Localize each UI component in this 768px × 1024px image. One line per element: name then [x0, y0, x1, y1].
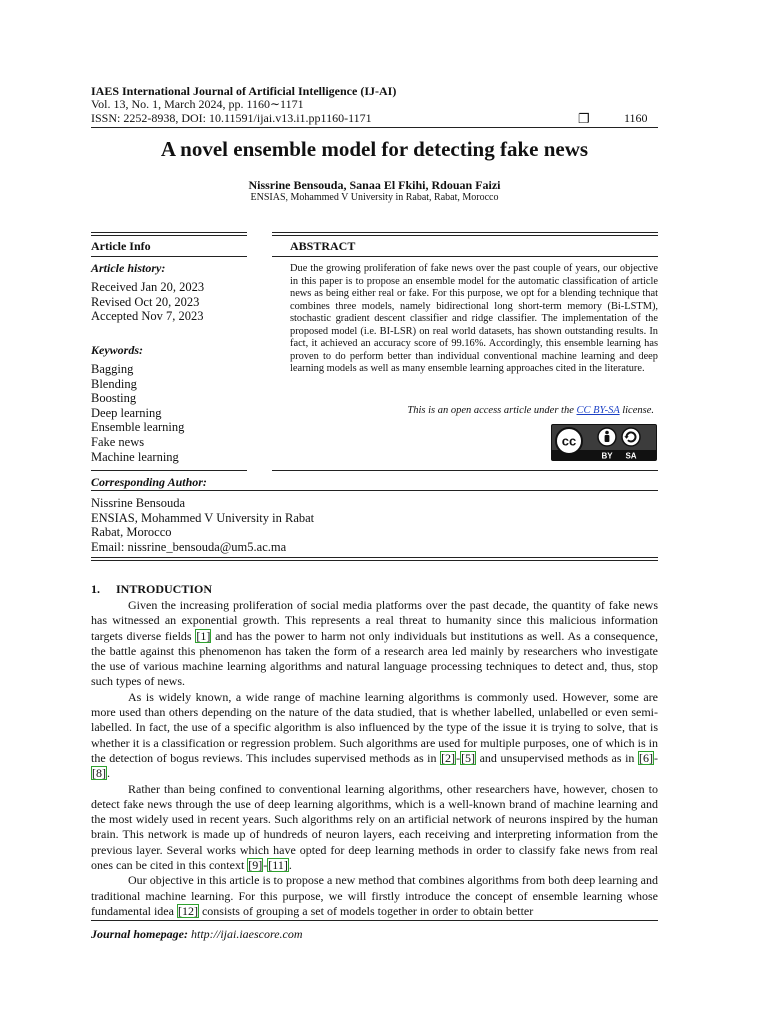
history-list [91, 280, 204, 324]
abstract-rule [272, 256, 658, 257]
license-suffix: license. [619, 405, 654, 416]
intro-paragraph-2: As is widely known, a wide range of machine learning algorithms is commonly used. However, some are more used than others depending on the nature of the data studied, that is whether labelled, unlabelled or even semi-labelled. In fact, the use of a specific algorithm is also influenced by the type of the issue it is trying to solve, that is whether it is a classification or regression problem. Such algorithms are used for multiple purposes, one of which is in the detection of bogus reviews. This includes supervised methods as in [2]-[5] and unsupervised methods as in [6]-[8]. [91, 689, 658, 781]
keyword-item: Boosting [91, 391, 137, 406]
intro-paragraph-4: Our objective in this article is to propose a new method that combines algorithms from both deep learning and traditional machine learning. For this purpose, we will firstly introduce the concept of ensemble learning whose fundamental idea [12] consists of grouping a set of models together in order to obtain better [91, 873, 658, 918]
history-accepted: Accepted Nov 7, 2023 [91, 309, 204, 324]
corresponding-location: Rabat, Morocco [91, 525, 172, 540]
corresponding-heading: Corresponding Author: [91, 475, 207, 489]
corresponding-rule [91, 490, 658, 491]
corresponding-name: Nissrine Bensouda [91, 496, 186, 510]
intro-heading [91, 582, 212, 597]
by-label: BY [601, 451, 613, 460]
keyword-item: Fake news [91, 434, 145, 449]
citation-link[interactable]: [8] [92, 766, 106, 781]
paper-title: A novel ensemble model for detecting fake news [160, 137, 589, 161]
intro-paragraph-3: Rather than being confined to conventional learning algorithms, other researchers have, however, chosen to detect fake news through the use of deep learning algorithms, which is a well-known brand of machine learning and the most widely used in recent years. Such algorithms rely on an artificial network of neurons inspired by the human brain. This network is made up of hundreds of neuron layers, each receiving and interpreting information from the previous layer. Several works which have opted for deep learning methods in order to classify fake news from real ones can be cited in this context [9]-[11]. [91, 781, 658, 873]
journal-volume: Vol. 13, No. 1, March 2024, pp. 1160∼1171 [91, 97, 304, 111]
info-top-rule [91, 232, 247, 233]
header-rule [91, 127, 658, 128]
keywords-bottom-rule [91, 470, 247, 471]
authors: Nissrine Bensouda, Sanaa El Fkihi, Rdouan Faizi [248, 178, 501, 192]
citation-link[interactable]: [12] [177, 903, 198, 918]
corresponding-email: Email: nissrine_bensouda@um5.ac.ma [91, 539, 287, 554]
info-top-rule-2 [91, 235, 247, 236]
citation-link[interactable]: [11] [268, 858, 288, 873]
section-rule-2 [91, 560, 658, 561]
journal-name: IAES International Journal of Artificial Intelligence (IJ-AI) [91, 84, 397, 98]
intro-title: INTRODUCTION [116, 582, 213, 596]
section-rule [91, 557, 658, 558]
intro-body [91, 598, 658, 919]
intro-paragraph-1: Given the increasing proliferation of social media platforms over the past decade, the quantity of fake news has witnessed an exponential growth. This represents a real threat to humanity since this malicious information targets diverse fields [1] and has the power to harm not only individuals but institutions as well. As a consequence, the battle against this phenomenon has taken the form of a research area led mainly by researchers who investigate the use of various machine learning algorithms and natural language processing techniques to detect and, thus, stop such types of news. [91, 598, 658, 689]
keyword-item: Machine learning [91, 449, 179, 464]
abstract-top-rule-2 [272, 235, 658, 236]
info-rule [91, 256, 247, 257]
cc-label: cc [561, 433, 577, 449]
abstract-heading: ABSTRACT [290, 239, 356, 253]
homepage-url[interactable]: http://ijai.iaescore.com [191, 927, 303, 941]
article-info-heading: Article Info [91, 239, 151, 253]
cc-by-sa-badge[interactable] [551, 424, 657, 461]
citation-link[interactable]: [1] [196, 628, 211, 643]
abstract-top-rule [272, 232, 658, 233]
square-icon: ❐ [578, 111, 590, 126]
homepage-label: Journal homepage: [91, 927, 189, 941]
keyword-item: Blending [91, 376, 137, 391]
citation-link[interactable]: [6] [638, 750, 653, 765]
journal-homepage [91, 927, 303, 942]
citation-link[interactable]: [9] [248, 858, 263, 873]
corresponding-institution: ENSIAS, Mohammed V University in Rabat [91, 510, 315, 525]
intro-number: 1. [91, 582, 100, 596]
history-revised: Revised Oct 20, 2023 [91, 294, 200, 309]
citation-link[interactable]: [2] [441, 750, 456, 765]
citation-link[interactable]: [5] [461, 750, 476, 765]
cc-by-sa-icon [552, 425, 656, 460]
abstract-bottom-rule [272, 470, 658, 471]
journal-issn: ISSN: 2252-8938, DOI: 10.11591/ijai.v13.i1.pp1160-1171 [91, 111, 372, 125]
keywords-heading: Keywords: [91, 343, 143, 357]
abstract-body [290, 263, 658, 376]
license-prefix: This is an open access article under the [407, 405, 577, 416]
keywords-list [91, 362, 184, 464]
sa-label: SA [625, 451, 637, 460]
license-line [290, 405, 654, 416]
keyword-item: Ensemble learning [91, 420, 185, 435]
corresponding-details [91, 496, 314, 554]
history-received: Received Jan 20, 2023 [91, 280, 205, 294]
keyword-item: Bagging [91, 362, 134, 376]
abstract-text: Due the growing proliferation of fake news over the past couple of years, our objective in this paper is to propose an ensemble model for the automatic classification of article news as being either real or fake. For this purpose, we opt for a blending technique that combines three models, namely bidirectional long short-term memory (Bi-LSTM), stochastic gradient descent classifier and ridge classifier. The implementation of the proposed model (i.e. BI-LSR) on real world datasets, has shown outstanding results. In fact, it achieved an accuracy score of 99.16%. Accordingly, this ensemble learning has proven to do perform better than individual conventional machine learning and deep learning models as well as many ensemble learning approaches cited in the literature. [290, 263, 658, 374]
footer-rule [91, 920, 658, 921]
affiliation: ENSIAS, Mohammed V University in Rabat, Rabat, Morocco [250, 192, 499, 203]
page-number: 1160 [624, 111, 648, 125]
cc-by-sa-link[interactable]: CC BY-SA [576, 405, 620, 416]
history-heading: Article history: [91, 261, 166, 275]
keyword-item: Deep learning [91, 405, 162, 420]
